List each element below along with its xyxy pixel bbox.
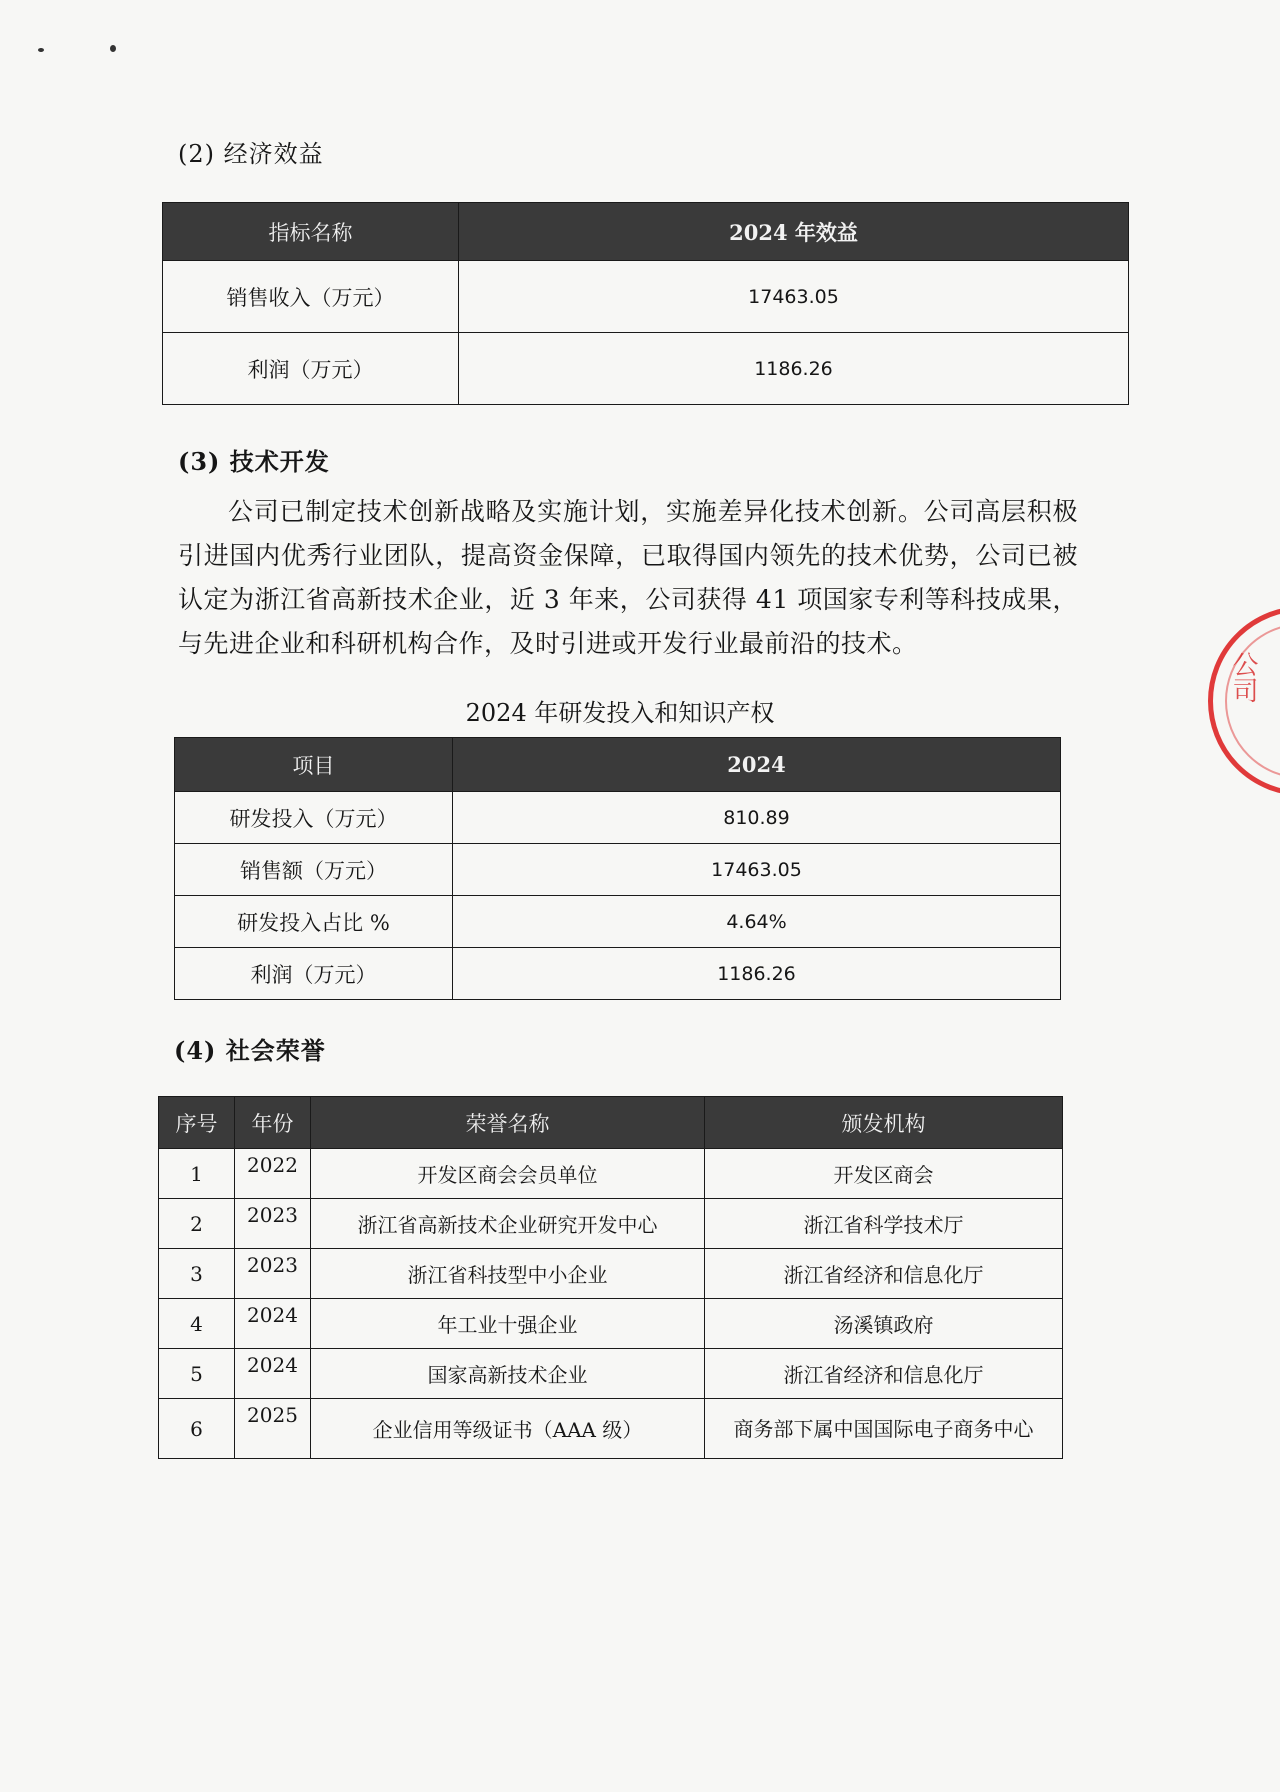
economic-benefit-table (162, 202, 1129, 405)
seal-text: 公司 (1228, 651, 1258, 703)
table-header: 指标名称 (163, 203, 459, 261)
table-cell: 2022 (235, 1149, 311, 1199)
table-header: 序号 (159, 1097, 235, 1149)
scan-mark (38, 48, 44, 52)
table-cell: 810.89 (453, 792, 1061, 844)
section-heading-tech-development: (3) 技术开发 (178, 447, 330, 476)
table-cell: 2023 (235, 1199, 311, 1249)
table-header: 2024 年效益 (459, 203, 1129, 261)
table-cell: 1186.26 (453, 948, 1061, 1000)
table-cell: 1186.26 (459, 333, 1129, 405)
table-cell: 17463.05 (453, 844, 1061, 896)
table-cell: 4.64% (453, 896, 1061, 948)
company-seal (1208, 606, 1280, 796)
table-header: 荣誉名称 (311, 1097, 705, 1149)
table-row (159, 1199, 1063, 1249)
table-row (159, 1399, 1063, 1459)
table-cell: 商务部下属中国国际电子商务中心 (705, 1399, 1063, 1459)
table-row (159, 1149, 1063, 1199)
table-cell: 2023 (235, 1249, 311, 1299)
social-honors-table (158, 1096, 1063, 1459)
table-cell: 浙江省经济和信息化厅 (705, 1349, 1063, 1399)
table-cell: 5 (159, 1349, 235, 1399)
table-cell: 开发区商会会员单位 (311, 1149, 705, 1199)
table-cell: 开发区商会 (705, 1149, 1063, 1199)
table-cell: 国家高新技术企业 (311, 1349, 705, 1399)
table-cell: 2 (159, 1199, 235, 1249)
table-cell: 汤溪镇政府 (705, 1299, 1063, 1349)
scan-mark (110, 45, 116, 52)
table-cell: 年工业十强企业 (311, 1299, 705, 1349)
table-header: 项目 (175, 738, 453, 792)
table-cell: 研发投入占比 % (175, 896, 453, 948)
table-cell: 销售收入（万元） (163, 261, 459, 333)
table-cell: 4 (159, 1299, 235, 1349)
table-cell: 企业信用等级证书（AAA 级） (311, 1399, 705, 1459)
table-cell: 2024 (235, 1299, 311, 1349)
table-caption: 2024 年研发投入和知识产权 (465, 699, 775, 727)
table-header: 颁发机构 (705, 1097, 1063, 1149)
table-cell: 销售额（万元） (175, 844, 453, 896)
table-cell: 利润（万元） (163, 333, 459, 405)
section-heading-social-honors: (4) 社会荣誉 (174, 1036, 326, 1065)
table-cell: 研发投入（万元） (175, 792, 453, 844)
table-cell: 浙江省科学技术厅 (705, 1199, 1063, 1249)
section-heading-economic-benefit: (2) 经济效益 (178, 140, 324, 168)
table-cell: 3 (159, 1249, 235, 1299)
table-cell: 2024 (235, 1349, 311, 1399)
table-cell: 浙江省科技型中小企业 (311, 1249, 705, 1299)
table-row (159, 1349, 1063, 1399)
tech-development-paragraph: 公司已制定技术创新战略及实施计划，实施差异化技术创新。公司高层积极引进国内优秀行业团队，提高资金保障，已取得国内领先的技术优势，公司已被认定为浙江省高新技术企业，近 3 年来，公司获得 41 项国家专利等科技成果，与先进企业和科研机构合作，及时引进或开发行业最前沿的技术。 (178, 497, 1078, 658)
table-cell: 2025 (235, 1399, 311, 1459)
table-cell: 17463.05 (459, 261, 1129, 333)
table-cell: 6 (159, 1399, 235, 1459)
table-cell: 利润（万元） (175, 948, 453, 1000)
table-cell: 浙江省高新技术企业研究开发中心 (311, 1199, 705, 1249)
table-cell: 1 (159, 1149, 235, 1199)
table-header: 年份 (235, 1097, 311, 1149)
table-row (159, 1299, 1063, 1349)
table-header: 2024 (453, 738, 1061, 792)
table-cell: 浙江省经济和信息化厅 (705, 1249, 1063, 1299)
rd-investment-table (174, 737, 1061, 1000)
table-row (159, 1249, 1063, 1299)
